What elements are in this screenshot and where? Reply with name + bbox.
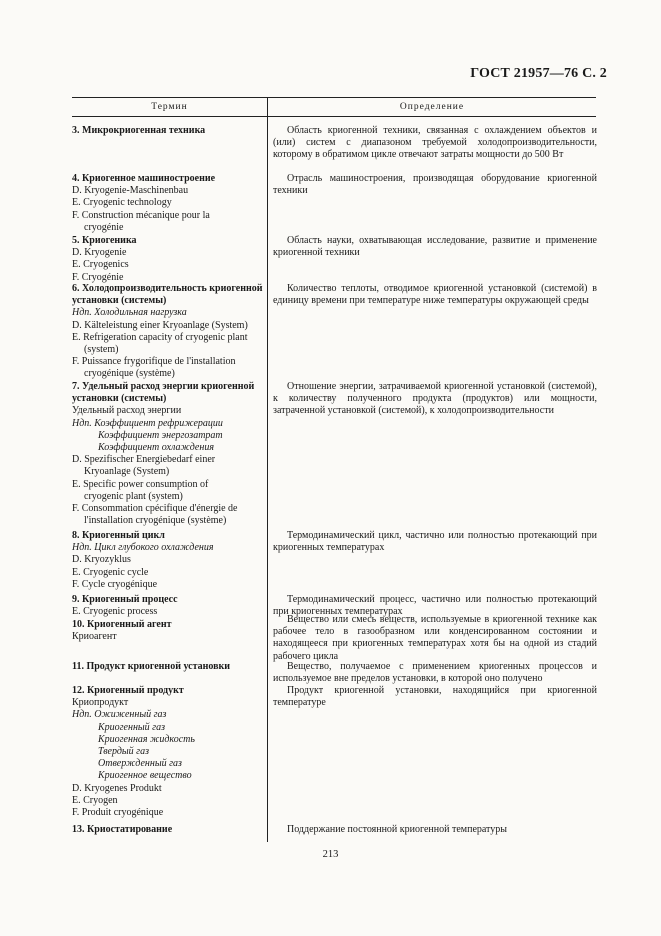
term-line: cryogénique (système): [84, 368, 175, 380]
definition-text: Вещество, получаемое с применением криогенных процессов и используемое вне пределов установки, в которой оно получено: [273, 661, 597, 685]
term-line: установки (системы): [72, 295, 167, 307]
term-line: Коэффициент энергозатрат: [98, 429, 223, 441]
term-entry: [72, 530, 266, 591]
term-line: Криогенная жидкость: [98, 733, 195, 745]
term-line: F. Produit cryogénique: [72, 807, 164, 819]
term-line: F. Construction mécanique pour la: [72, 209, 210, 221]
definition-text: Продукт криогенной установки, находящийся при криогенной температуре: [273, 685, 597, 709]
term-line: F. Puissance frygorifique de l'installation: [72, 356, 236, 368]
term-line: Криопродукт: [72, 697, 129, 709]
definition-text: Вещество или смесь веществ, используемые в криогенной технике как рабочее тело в газообразном или конденсированном состоянии и находящееся при криогенных температурах хотя бы на одной из стадий рабочего цикла: [273, 614, 597, 662]
term-title: 4. Криогенное машиностроение: [72, 173, 216, 184]
term-title: 12. Криогенный продукт: [72, 685, 184, 696]
term-line: D. Kryogenie-Maschinenbau: [72, 185, 189, 197]
term-line: D. Spezifischer Energiebedarf einer: [72, 454, 216, 466]
term-line: E. Cryogenics: [72, 259, 129, 271]
term-title: 5. Криогеника: [72, 235, 137, 246]
term-entry: [72, 283, 266, 381]
term-line: E. Cryogenic process: [72, 606, 158, 618]
term-line: Ндп. Коэффициент рефрижерации: [72, 417, 223, 429]
term-line: D. Kryogenes Produkt: [72, 782, 162, 794]
term-line: cryogénie: [84, 221, 124, 233]
term-line: cryogenic plant (system): [84, 490, 183, 502]
term-entry: [72, 594, 266, 618]
term-title: 6. Холодопроизводительность криогенной: [72, 283, 263, 294]
definition-text: Термодинамический процесс, частично или полностью протекающий при криогенных температурах: [273, 594, 597, 618]
term-line: Ндп. Холодильная нагрузка: [72, 307, 187, 319]
definition-text: Поддержание постоянной криогенной температуры: [287, 824, 508, 835]
term-line: Kryoanlage (System): [84, 466, 170, 478]
term-title: 11. Продукт криогенной установки: [72, 661, 231, 672]
term-line: Криогенный газ: [98, 721, 165, 733]
term-title: 9. Криогенный процесс: [72, 594, 178, 605]
term-line: F. Cycle cryogénique: [72, 578, 158, 590]
term-entry: [72, 661, 266, 673]
term-title: 3. Микрокриогенная техника: [72, 125, 206, 136]
term-title: 10. Криогенный агент: [72, 619, 172, 630]
term-line: D. Kryogenie: [72, 247, 127, 259]
term-line: l'installation cryogénique (système): [84, 515, 227, 527]
table-top-rule: [72, 97, 596, 98]
term-line: D. Kälteleistung einer Kryoanlage (System): [72, 319, 248, 331]
column-divider: [267, 97, 268, 842]
table-head-rule: [72, 116, 596, 117]
column-header-definition: Определение: [399, 102, 465, 112]
term-line: E. Cryogen: [72, 794, 118, 806]
term-line: Отвержденный газ: [98, 758, 182, 770]
column-header-term: Термин: [151, 102, 188, 112]
term-line: Криоагент: [72, 631, 117, 643]
term-line: E. Cryogenic technology: [72, 197, 172, 209]
definition-text: Область криогенной техники, связанная с охлаждением объектов и (или) систем с диапазоном требуемой холодопроизводительности, которому в обратимом цикле отвечают затраты мощности до 500 Вт: [273, 125, 597, 161]
term-entry: [72, 381, 266, 527]
term-line: D. Kryozyklus: [72, 554, 131, 566]
definition-text: Количество теплоты, отводимое криогенной установкой (системой) в единицу времени при температуре ниже температуры окружающей среды: [273, 283, 597, 307]
page-number: 213: [322, 849, 339, 860]
definition-text: Отрасль машиностроения, производящая оборудование криогенной техники: [273, 173, 597, 197]
term-line: Удельный расход энергии: [72, 405, 182, 417]
term-entry: [72, 619, 266, 643]
definition-text: Область науки, охватывающая исследование, развитие и применение криогенной техники: [273, 235, 597, 259]
term-line: установки (системы): [72, 393, 167, 405]
term-line: F. Cryogénie: [72, 271, 124, 283]
term-line: E. Refrigeration capacity of cryogenic plant: [72, 331, 248, 343]
page-header: ГОСТ 21957—76 С. 2: [470, 66, 607, 81]
term-entry: [72, 824, 266, 836]
term-title: 8. Криогенный цикл: [72, 530, 165, 541]
term-line: Ндп. Ожиженный газ: [72, 709, 167, 721]
term-entry: [72, 125, 266, 137]
term-entry: [72, 685, 266, 819]
term-title: 13. Криостатирование: [72, 824, 173, 835]
term-line: Ндп. Цикл глубокого охлаждения: [72, 542, 214, 554]
definition-text: Отношение энергии, затрачиваемой криогенной установкой (системой), к количеству полученного продукта (продуктов) или мощности, затраченной установкой (системой), к холодопроизводительности: [273, 381, 597, 417]
term-line: Твердый газ: [98, 746, 149, 758]
term-line: F. Consommation cpécifique d'énergie de: [72, 503, 238, 515]
term-line: E. Cryogenic cycle: [72, 566, 149, 578]
term-line: (system): [84, 344, 119, 356]
term-entry: [72, 173, 266, 234]
term-entry: [72, 235, 266, 284]
term-line: Коэффициент охлаждения: [98, 442, 214, 454]
term-line: Криогенное вещество: [98, 770, 192, 782]
term-line: E. Specific power consumption of: [72, 478, 209, 490]
definition-text: Термодинамический цикл, частично или полностью протекающий при криогенных температурах: [273, 530, 597, 554]
term-title: 7. Удельный расход энергии криогенной: [72, 381, 255, 392]
